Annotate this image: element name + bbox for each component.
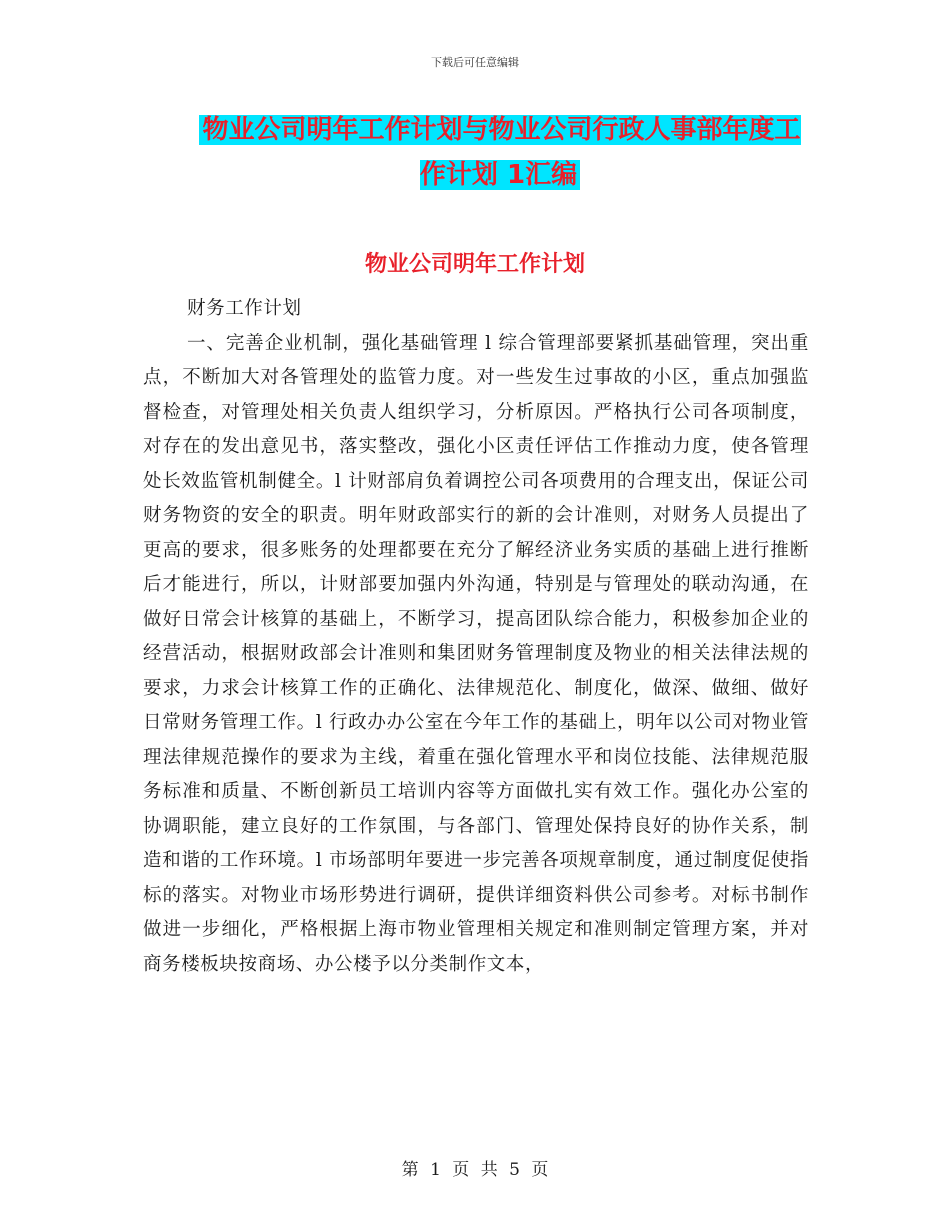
header-note: 下载后可任意编辑 bbox=[431, 56, 519, 69]
section-title: 物业公司明年工作计划 bbox=[364, 252, 585, 277]
subheading: 财务工作计划 bbox=[187, 298, 302, 319]
page-footer: 第 1 页 共 5 页 bbox=[401, 1160, 549, 1180]
document-body bbox=[143, 292, 809, 982]
document-title bbox=[190, 108, 810, 198]
body-paragraph: 一、完善企业机制，强化基础管理 l 综合管理部要紧抓基础管理，突出重点，不断加大对各管理处的监管力度。对一些发生过事故的小区，重点加强监督检查，对管理处相关负责人组织学习，分析原因。严格执行公司各项制度，对存在的发出意见书，落实整改，强化小区责任评估工作推动力度，使各管理处长效监管机制健全。l 计财部肩负着调控公司各项费用的合理支出，保证公司财务物资的安全的职责。明年财政部实行的新的会计准则，对财务人员提出了更高的要求，很多账务的处理都要在充分了解经济业务实质的基础上进行推断后才能进行，所以，计财部要加强内外沟通，特别是与管理处的联动沟通，在做好日常会计核算的基础上，不断学习，提高团队综合能力，积极参加企业的经营活动，根据财政部会计准则和集团财务管理制度及物业的相关法律法规的要求，力求会计核算工作的正确化、法律规范化、制度化，做深、做细、做好日常财务管理工作。l 行政办办公室在今年工作的基础上，明年以公司对物业管理法律规范操作的要求为主线，着重在强化管理水平和岗位技能、法律规范服务标准和质量、不断创新员工培训内容等方面做扎实有效工作。强化办公室的协调职能，建立良好的工作氛围，与各部门、管理处保持良好的协作关系，制造和谐的工作环境。l 市场部明年要进一步完善各项规章制度，通过制度促使指标的落实。对物业市场形势进行调研，提供详细资料供公司参考。对标书制作做进一步细化，严格根据上海市物业管理相关规定和准则制定管理方案，并对商务楼板块按商场、办公楼予以分类制作文本， bbox=[143, 332, 809, 975]
document-title-text: 物业公司明年工作计划与物业公司行政人事部年度工作计划 1汇编 bbox=[199, 115, 800, 190]
